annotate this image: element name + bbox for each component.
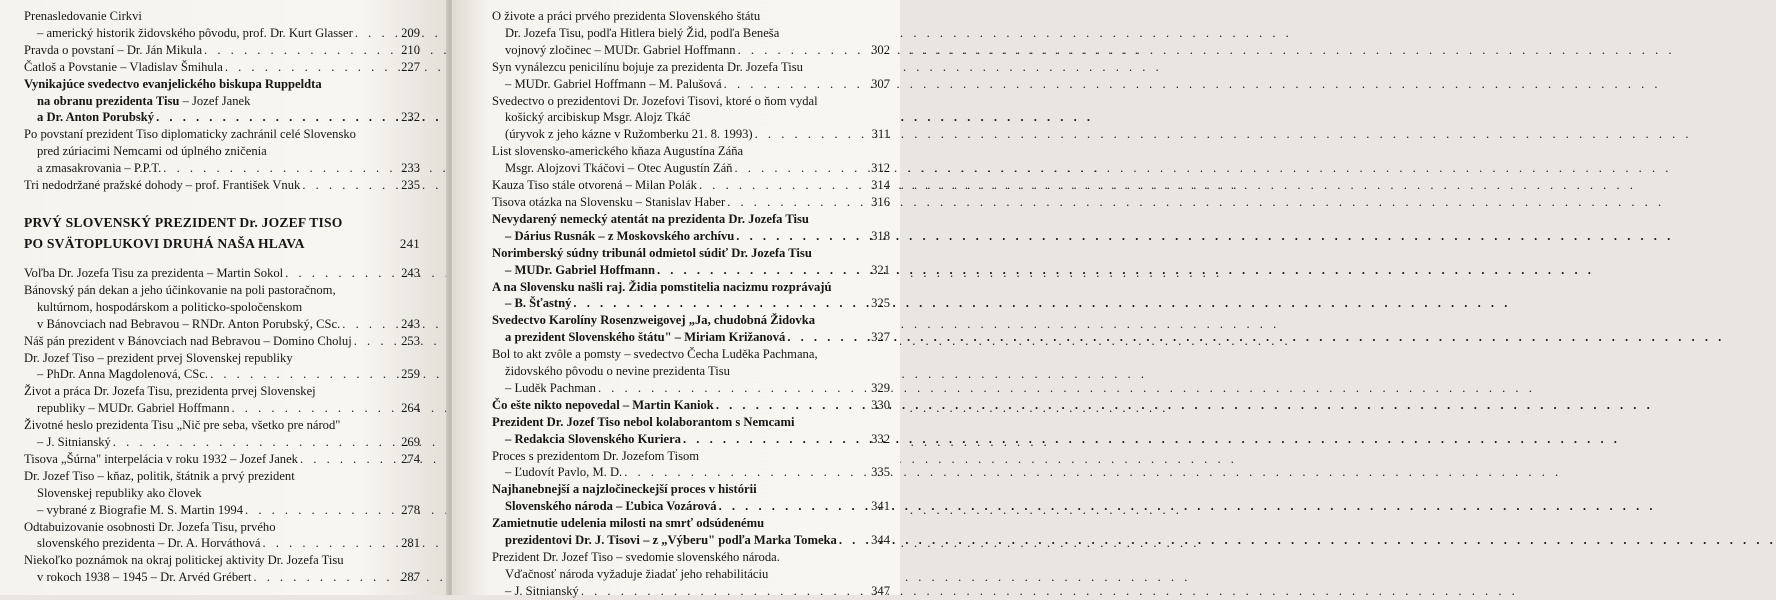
leader-dots (353, 25, 398, 42)
page-number: 347 (871, 583, 890, 598)
entry-title-line: A na Slovensku našli raj. Židia pomstitelia nacizmu rozprávajú (492, 279, 832, 294)
entry-title-line: Pravda o povstaní – Dr. Ján Mikula (24, 42, 203, 57)
page-number: 287 (401, 570, 420, 585)
entry-title-line: a prezident Slovenského štátu" – Miriam Križanová (505, 330, 786, 345)
entry-title-line: Bánovský pán dekan a jeho účinkovanie na poli pastoračnom, (24, 282, 336, 297)
page-number: 341 (871, 499, 890, 514)
leader-dots (725, 194, 868, 211)
page-number: 243 (401, 265, 420, 280)
leader-dots (298, 451, 398, 468)
entry-title-line: – J. Sitnianský (37, 435, 111, 450)
leader-dots (753, 126, 868, 143)
section-heading-line-1: PRVÝ SLOVENSKÝ PREZIDENT Dr. JOZEF TISO (24, 214, 343, 230)
entry-title-line: (úryvok z jeho kázne v Ružomberku 21. 8. 1993) (505, 127, 753, 142)
entry-title-line: – vybrané z Biografie M. S. Martin 1994 (37, 502, 244, 517)
entry-title-line: – B. Šťastný (505, 296, 572, 311)
entry-title-line: – MUDr. Gabriel Hoffmann – M. Palušová (505, 76, 722, 91)
entry-title-line: republiky – MUDr. Gabriel Hoffmann (37, 401, 230, 416)
left-page (0, 0, 448, 595)
leader-dots (300, 177, 398, 194)
toc-entry (492, 245, 890, 279)
page-number: 243 (401, 316, 420, 331)
entry-title-line: Voľba Dr. Jozefa Tisu za prezidenta – Martin Sokol (24, 265, 284, 280)
toc-list-bottom (24, 265, 420, 586)
page-number: 311 (871, 127, 890, 142)
leader-dots (223, 59, 398, 76)
page-number: 209 (401, 25, 420, 40)
toc-entry (492, 194, 890, 211)
leader-dots (251, 569, 398, 586)
section-page-number: 241 (399, 235, 420, 251)
section-heading (24, 212, 420, 254)
page-number: 233 (401, 161, 420, 176)
page-number: 325 (871, 296, 890, 311)
page-number: 307 (871, 76, 890, 91)
entry-title-line: Bol to akt zvôle a pomsty – svedectvo Čecha Luděka Pachmana, (492, 347, 818, 362)
right-page (452, 0, 900, 598)
toc-entry (492, 397, 890, 414)
entry-title-line: pred zúriacimi Nemcami od úplného zničenia (37, 144, 267, 159)
entry-title-line: – J. Sitnianský (505, 583, 579, 598)
page-number: 269 (401, 435, 420, 450)
toc-entry (492, 93, 890, 144)
entry-title-line: prezidentovi Dr. J. Tisovi – z „Výberu" podľa Marka Tomeka (505, 533, 837, 548)
leader-dots (734, 228, 868, 245)
entry-title-line: slovenského prezidenta – Dr. A. Horváthová (37, 536, 261, 551)
entry-title-line: Prenasledovanie Cirkvi (24, 9, 142, 23)
entry-title-line: Kauza Tiso stále otvorená – Milan Polák (492, 178, 697, 193)
entry-title-line: Norimberský súdny tribunál odmietol súdiť Dr. Jozefa Tisu (492, 245, 812, 260)
leader-dots (714, 397, 868, 414)
toc-entry (24, 265, 420, 282)
entry-title-line: Odtabuizovanie osobnosti Dr. Jozefa Tisu, prvého (24, 519, 276, 534)
entry-title-line: na obranu prezidenta Tisu – Jozef Janek (37, 93, 251, 108)
page-number: 321 (871, 262, 890, 277)
leader-dots (340, 316, 398, 333)
entry-title-line: Vynikajúce svedectvo evanjelického biskupa Ruppeldta (24, 76, 322, 91)
page-number: 259 (401, 367, 420, 382)
entry-title-line: a Dr. Anton Porubský (37, 110, 155, 125)
leader-dots (571, 295, 868, 312)
entry-title-line: – Ľudovít Pavlo, M. D. (505, 465, 623, 480)
page-number: 329 (871, 380, 890, 395)
toc-entry (492, 143, 890, 177)
entry-author: – Jozef Janek (179, 93, 251, 108)
toc-entry (24, 8, 420, 42)
leader-dots (697, 177, 868, 194)
toc-entry (24, 282, 420, 333)
entry-title-line: Prezident Dr. Jozef Tiso nebol kolaborantom s Nemcami (492, 414, 795, 429)
page-number: 318 (871, 228, 890, 243)
entry-title-line: v rokoch 1938 – 1945 – Dr. Arvéd Grébert (37, 570, 252, 585)
page-number: 274 (401, 451, 420, 466)
toc-entry (492, 549, 890, 600)
leader-dots (230, 400, 399, 417)
entry-title-line: Tisova otázka na Slovensku – Stanislav Haber (492, 194, 726, 209)
toc-entry (24, 76, 420, 127)
entry-title-line: Život a práca Dr. Jozefa Tisu, prezidenta prvej Slovenskej (24, 384, 316, 399)
entry-title-line: Slovenskej republiky ako človek (37, 485, 202, 500)
leader-dots (681, 431, 868, 448)
page-number: 227 (401, 59, 420, 74)
entry-title-line: Niekoľko poznámok na okraj politickej aktivity Dr. Jozefa Tisu (24, 553, 344, 568)
entry-title-line: Životné heslo prezidenta Tisu „Nič pre seba, všetko pre národ" (24, 418, 341, 433)
toc-entry (24, 333, 420, 350)
page-number: 264 (401, 401, 420, 416)
entry-title-line: Prezident Dr. Jozef Tiso – svedomie slovenského národa. (492, 550, 780, 564)
entry-title-line: Dr. Jozefa Tisu, podľa Hitlera bielý Žid, podľa Beneša (505, 25, 780, 40)
leader-dots (352, 333, 398, 350)
page-number: 278 (401, 502, 420, 517)
entry-title-line: Syn vynálezcu penicilínu bojuje za prezidenta Dr. Jozefa Tisu (492, 59, 803, 74)
toc-entry (492, 515, 890, 549)
toc-entry (24, 350, 420, 384)
leader-dots (837, 532, 868, 549)
toc-list-right (492, 8, 890, 600)
toc-entry (492, 279, 890, 313)
leader-dots (111, 434, 398, 451)
page-number: 232 (401, 110, 420, 125)
page-number: 330 (871, 397, 890, 412)
page-number: 312 (871, 161, 890, 176)
toc-list-top (24, 8, 420, 194)
toc-entry (24, 417, 420, 451)
leader-dots (260, 535, 398, 552)
toc-entry (24, 519, 420, 553)
page-number: 314 (871, 178, 890, 193)
toc-entry (492, 177, 890, 194)
entry-title-line: – Redakcia Slovenského Kuriera (505, 431, 681, 446)
page-number: 332 (871, 431, 890, 446)
entry-title-line: Vďačnosť národa vyžaduje žiadať jeho rehabilitáciu (505, 566, 769, 581)
entry-title-line: – MUDr. Gabriel Hoffmann (505, 262, 655, 277)
toc-entry (492, 211, 890, 245)
entry-title-line: Slovenského národa – Ľubica Vozárová (505, 499, 717, 514)
toc-entry (24, 552, 420, 586)
entry-title-line: Dr. Jozef Tiso – kňaz, politik, štátnik a prvý prezident (24, 468, 295, 483)
leader-dots (154, 109, 398, 126)
leader-dots (722, 76, 868, 93)
entry-title-line: Nevydarený nemecký atentát na prezidenta Dr. Jozefa Tisu (492, 211, 809, 226)
section-heading-line-2: PO SVÄTOPLUKOVI DRUHÁ NAŠA HLAVA (24, 235, 305, 251)
entry-title-line: Msgr. Alojzovi Tkáčovi – Otec Augustín Záň (505, 161, 733, 176)
toc-entry (24, 451, 420, 468)
entry-title-line: židovského pôvodu o nevine prezidenta Tisu (505, 364, 730, 379)
leader-dots (161, 160, 398, 177)
page-number: 335 (871, 465, 890, 480)
entry-title-line: Čatloš a Povstanie – Vladislav Šmihula (24, 59, 223, 74)
page-number: 344 (871, 533, 890, 548)
toc-entry (24, 42, 420, 59)
entry-title-line: Svedectvo o prezidentovi Dr. Jozefovi Tisovi, ktoré o ňom vydal (492, 93, 818, 108)
leader-dots (785, 329, 868, 346)
leader-dots (243, 502, 398, 519)
entry-title-line: Svedectvo Karolíny Rosenzweigovej „Ja, chudobná Židovka (492, 313, 816, 328)
toc-entry (24, 383, 420, 417)
entry-title-line: O živote a práci prvého prezidenta Slovenského štátu (492, 9, 761, 23)
toc-entry (24, 468, 420, 519)
entry-title-line: Po povstaní prezident Tiso diplomaticky zachránil celé Slovensko (24, 127, 356, 142)
leader-dots (202, 42, 398, 59)
page-number: 210 (401, 42, 420, 57)
entry-title-line: Dr. Jozef Tiso – prezident prvej Slovenskej republiky (24, 350, 293, 365)
leader-dots (622, 464, 868, 481)
toc-entry (492, 59, 890, 93)
leader-dots (655, 262, 868, 279)
right-toc-column (492, 8, 890, 600)
left-toc-column (24, 8, 420, 586)
page-number: 281 (401, 536, 420, 551)
leader-dots (717, 498, 868, 515)
leader-dots (736, 42, 868, 59)
leader-dots (208, 366, 398, 383)
page-number: 302 (871, 42, 890, 57)
leader-dots (579, 583, 868, 600)
entry-title-line: Proces s prezidentom Dr. Jozefom Tisom (492, 448, 700, 463)
page-number: 253 (401, 333, 420, 348)
leader-dots (732, 160, 868, 177)
toc-entry (492, 346, 890, 397)
entry-title-line: a zmasakrovania – P.P.T. (37, 161, 162, 176)
entry-title-line: Najhanebnejší a najzločineckejší proces v histórii (492, 482, 757, 497)
page-number: 235 (401, 178, 420, 193)
entry-title-line: – Dárius Rusnák – z Moskovského archívu (505, 228, 735, 243)
toc-entry (492, 448, 890, 482)
toc-entry (492, 312, 890, 346)
entry-title-line: kultúrnom, hospodárskom a politicko-spoločenskom (37, 299, 303, 314)
entry-title-line: Zamietnutie udelenia milosti na smrť odsúdenému (492, 516, 765, 531)
toc-entry (492, 414, 890, 448)
page-number: 316 (871, 194, 890, 209)
leader-dots (596, 380, 868, 397)
toc-entry (492, 8, 890, 59)
toc-entry (24, 177, 420, 194)
entry-title-line: – Luděk Pachman (505, 380, 596, 395)
entry-title-line: košický arcibiskup Msgr. Alojz Tkáč (505, 110, 691, 125)
toc-entry (24, 126, 420, 177)
entry-title-line: Tri nedodržané pražské dohody – prof. František Vnuk (24, 178, 301, 193)
entry-title-line: – americký historik židovského pôvodu, prof. Dr. Kurt Glasser (37, 25, 353, 40)
leader-dots (283, 265, 398, 282)
entry-title-line: – PhDr. Anna Magdolenová, CSc. (37, 367, 209, 382)
page-number: 327 (871, 330, 890, 345)
toc-entry (24, 59, 420, 76)
entry-title-line: Čo ešte nikto nepovedal – Martin Kaniok (492, 397, 714, 412)
entry-title-line: Náš pán prezident v Bánovciach nad Bebravou – Domino Choluj (24, 333, 352, 348)
entry-title-line: vojnový zločinec – MUDr. Gabriel Hoffmann (505, 42, 736, 57)
toc-entry (492, 481, 890, 515)
entry-title-line: v Bánovciach nad Bebravou – RNDr. Anton Porubský, CSc. (37, 316, 341, 331)
entry-title-line: Tisova „Šúrna" interpelácia v roku 1932 – Jozef Janek (24, 451, 298, 466)
entry-title-line: List slovensko-amerického kňaza Augustína Záňa (492, 144, 744, 159)
